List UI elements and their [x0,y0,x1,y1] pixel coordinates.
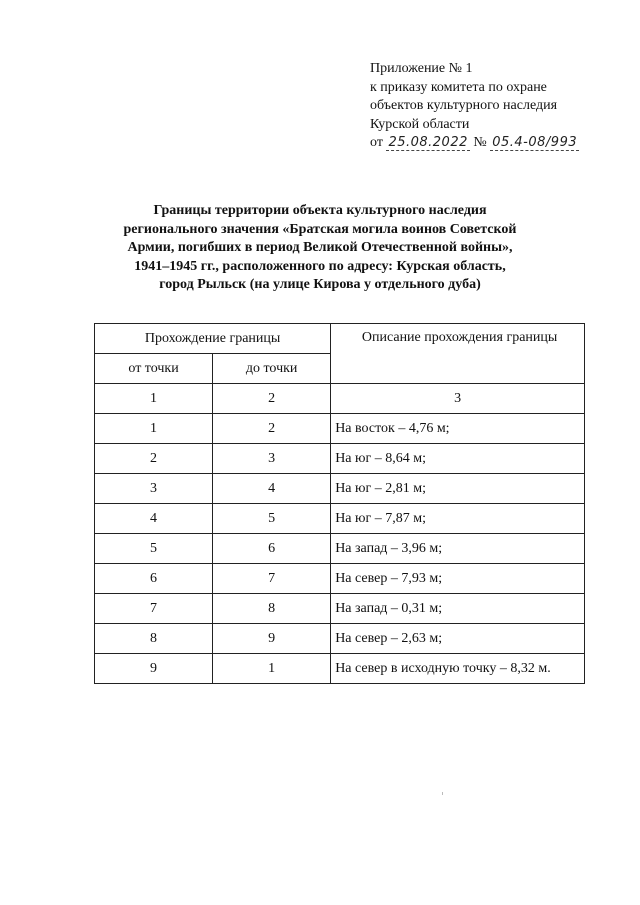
to-point-cell: 3 [213,444,331,474]
description-cell: На север – 7,93 м; [331,564,585,594]
table-row [95,444,585,474]
table-body [95,414,585,684]
table-row [95,534,585,564]
to-point-cell: 6 [213,534,331,564]
table-row [95,414,585,444]
from-point-cell: 1 [95,414,213,444]
number-prefix: № [473,135,487,150]
table-row [95,594,585,624]
description-cell: На юг – 2,81 м; [331,474,585,504]
description-cell: На север в исходную точку – 8,32 м. [331,654,585,684]
description-cell: На запад – 0,31 м; [331,594,585,624]
document-title [100,202,540,295]
title-line: Границы территории объекта культурного наследия [153,203,487,218]
from-point-cell: 3 [95,474,213,504]
description-cell: На юг – 7,87 м; [331,504,585,534]
from-point-cell: 9 [95,654,213,684]
title-line: 1941–1945 гг., расположенного по адресу: Курская область, [134,258,506,274]
column-number: 1 [95,384,213,414]
description-cell: На север – 2,63 м; [331,624,585,654]
from-point-cell: 6 [95,564,213,594]
order-reference: к приказу комитета по охране [370,79,547,95]
to-point-cell: 7 [213,564,331,594]
header-to-point: до точки [213,354,331,384]
from-point-cell: 2 [95,444,213,474]
title-line: Армии, погибших в период Великой Отечественной войны», [127,240,513,255]
header-boundary-passage: Прохождение границы [95,324,331,354]
title-line: регионального значения «Братская могила воинов Советской [123,221,517,237]
title-line: город Рыльск (на улице Кирова у отдельного дуба) [159,277,481,292]
order-date-number [370,134,630,153]
from-point-cell: 8 [95,624,213,654]
table-row [95,474,585,504]
appendix-number: Приложение № 1 [370,61,473,76]
date-prefix: от [370,135,383,150]
from-point-cell: 7 [95,594,213,624]
table-row [95,654,585,684]
table-row [95,624,585,654]
handwritten-date: 25.08.2022 [388,135,468,150]
header-description: Описание прохождения границы [331,324,585,384]
column-number-row [95,384,585,414]
description-cell: На запад – 3,96 м; [331,534,585,564]
to-point-cell: 9 [213,624,331,654]
committee-name: объектов культурного наследия [370,98,558,113]
table-row [95,564,585,594]
header-from-point: от точки [95,354,213,384]
table-header-row [95,324,585,354]
boundary-table [94,323,585,684]
description-cell: На юг – 8,64 м; [331,444,585,474]
description-cell: На восток – 4,76 м; [331,414,585,444]
to-point-cell: 4 [213,474,331,504]
from-point-cell: 5 [95,534,213,564]
to-point-cell: 5 [213,504,331,534]
column-number: 3 [331,384,585,414]
to-point-cell: 1 [213,654,331,684]
to-point-cell: 8 [213,594,331,624]
region-name: Курской области [370,116,470,132]
handwritten-order-number: 05.4-08/993 [492,135,578,150]
appendix-header [370,60,630,153]
to-point-cell: 2 [213,414,331,444]
table-row [95,504,585,534]
scan-speck [442,792,443,795]
from-point-cell: 4 [95,504,213,534]
column-number: 2 [213,384,331,414]
